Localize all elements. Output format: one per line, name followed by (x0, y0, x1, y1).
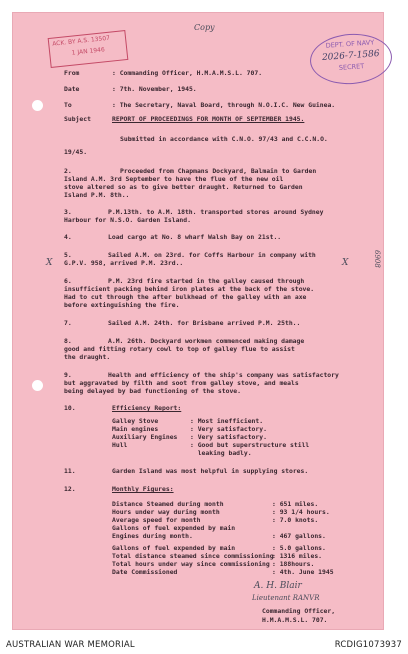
signature-role: Commanding Officer, (262, 607, 336, 615)
subject-label: Subject (64, 115, 91, 123)
figures-item: Gallons of fuel expended by main (112, 544, 236, 552)
date-value: : 7th. November, 1945. (112, 85, 197, 93)
figures-value: : 1316 miles. (272, 552, 323, 560)
figures-item: Distance Steamed during month (112, 500, 224, 508)
paragraph-line: G.P.V. 958, arrived P.M. 23rd.. (64, 259, 184, 267)
signature-handwritten: A. H. Blair (254, 581, 302, 591)
signature-rank-handwritten: Lieutenant RANVR (252, 594, 320, 602)
margin-x-mark: X (342, 258, 349, 268)
paragraph-number: 12. (64, 485, 76, 493)
paragraph-number: 3. (64, 208, 72, 216)
copy-annotation: Copy (194, 23, 215, 32)
date-label: Date (64, 85, 80, 93)
figures-value: : 651 miles. (272, 500, 319, 508)
footer-record-id: RCDIG1073937 (334, 640, 402, 650)
figures-item: Date Commissioned (112, 568, 178, 576)
figures-title: Monthly Figures: (112, 485, 174, 493)
paragraph-line: Had to cut through the after bulkhead of the galley with an axe (64, 293, 307, 301)
paragraph-number: 2. (64, 167, 72, 175)
navy-secret-stamp: DEPT. OF NAVY 2026-7-1586 SECRET (308, 31, 393, 87)
paragraph-number: 4. (64, 233, 72, 241)
efficiency-title: Efficiency Report: (112, 404, 182, 412)
document-page (12, 12, 384, 630)
efficiency-item: Auxiliary Engines (112, 433, 178, 441)
paragraph-line: insufficient packing behind iron plates at the back of the stove. (64, 285, 315, 293)
efficiency-item: Main engines (112, 425, 159, 433)
paragraph-line: Garden Island was most helpful in supplying stores. (112, 467, 309, 475)
figures-value: : 7.0 knots. (272, 516, 319, 524)
figures-item: Gallons of fuel expended by main (112, 524, 236, 532)
efficiency-item: Hull (112, 441, 128, 449)
side-annotation: 6908 (373, 250, 381, 268)
paragraph-line: the draught. (64, 353, 111, 361)
paragraph-line: Island A.M. 3rd September to have the flue of the new oil (64, 175, 284, 183)
paragraph-number: 11. (64, 467, 76, 475)
to-label: To (64, 101, 72, 109)
paragraph-number: 6. (64, 277, 72, 285)
figures-item: Engines during month. (112, 532, 193, 540)
received-stamp: ACK. BY A.S. 13507 1 JAN 1946 (48, 30, 129, 68)
paragraph-line: but aggravated by filth and soot from galley stove, and meals (64, 379, 299, 387)
efficiency-value: leaking badly. (190, 449, 252, 457)
punch-hole (32, 380, 43, 391)
figures-item: Hours under way during month (112, 508, 220, 516)
figures-value: : 467 gallons. (272, 532, 326, 540)
intro-line: 19/45. (64, 148, 88, 156)
efficiency-value: : Very satisfactory. (190, 425, 267, 433)
paragraph-line: Proceeded from Chapmans Dockyard, Balmain to Garden (120, 167, 317, 175)
paragraph-line: Sailed A.M. on 23rd. for Coffs Harbour in company with (108, 251, 316, 259)
figures-item: Total distance steamed since commissioning (112, 552, 274, 560)
paragraph-number: 10. (64, 404, 76, 412)
margin-x-mark: X (46, 258, 53, 268)
to-value: : The Secretary, Naval Board, through N.O.I.C. New Guinea. (112, 101, 336, 109)
intro-line: Submitted in accordance with C.N.O. 97/43 and C.C.N.O. (120, 135, 328, 143)
paragraph-number: 8. (64, 337, 72, 345)
figures-value: : 5.0 gallons. (272, 544, 326, 552)
efficiency-item: Galley Stove (112, 417, 159, 425)
signature-vessel: H.M.A.M.S.L. 707. (262, 616, 328, 624)
paragraph-line: P.M. 23rd fire started in the galley caused through (108, 277, 305, 285)
paragraph-line: good and fitting rotary cowl to top of galley flue to assist (64, 345, 295, 353)
paragraph-number: 9. (64, 371, 72, 379)
paragraph-line: P.M.13th. to A.M. 18th. transported stores around Sydney (108, 208, 324, 216)
figures-item: Average speed for month (112, 516, 201, 524)
figures-value: : 4th. June 1945 (272, 568, 334, 576)
efficiency-value: : Good but superstructure still (190, 441, 310, 449)
paragraph-line: before extinguishing the fire. (64, 301, 180, 309)
footer-archive-name: AUSTRALIAN WAR MEMORIAL (6, 640, 135, 650)
paragraph-line: A.M. 26th. Dockyard workmen commenced making damage (108, 337, 305, 345)
paragraph-number: 5. (64, 251, 72, 259)
efficiency-value: : Very satisfactory. (190, 433, 267, 441)
figures-value: : 188hours. (272, 560, 315, 568)
punch-hole (32, 100, 43, 111)
paragraph-line: Load cargo at No. 8 wharf Walsh Bay on 21st.. (108, 233, 282, 241)
paragraph-line: stove altered so as to give better draught. Returned to Garden (64, 183, 303, 191)
paragraph-line: Health and efficiency of the ship's company was satisfactory (108, 371, 339, 379)
figures-value: : 93 1/4 hours. (272, 508, 330, 516)
subject-value: REPORT OF PROCEEDINGS FOR MONTH OF SEPTEMBER 1945. (112, 115, 305, 123)
efficiency-value: : Most inefficient. (190, 417, 264, 425)
from-label: From (64, 69, 80, 77)
figures-item: Total hours under way since commissioning (112, 560, 270, 568)
paragraph-line: Harbour for N.S.O. Garden Island. (64, 216, 191, 224)
paragraph-number: 7. (64, 319, 72, 327)
paragraph-line: Sailed A.M. 24th. for Brisbane arrived P.M. 25th.. (108, 319, 301, 327)
paragraph-line: being delayed by bad functioning of the stove. (64, 387, 241, 395)
from-value: : Commanding Officer, H.M.A.M.S.L. 707. (112, 69, 263, 77)
paragraph-line: Island P.M. 8th.. (64, 191, 130, 199)
